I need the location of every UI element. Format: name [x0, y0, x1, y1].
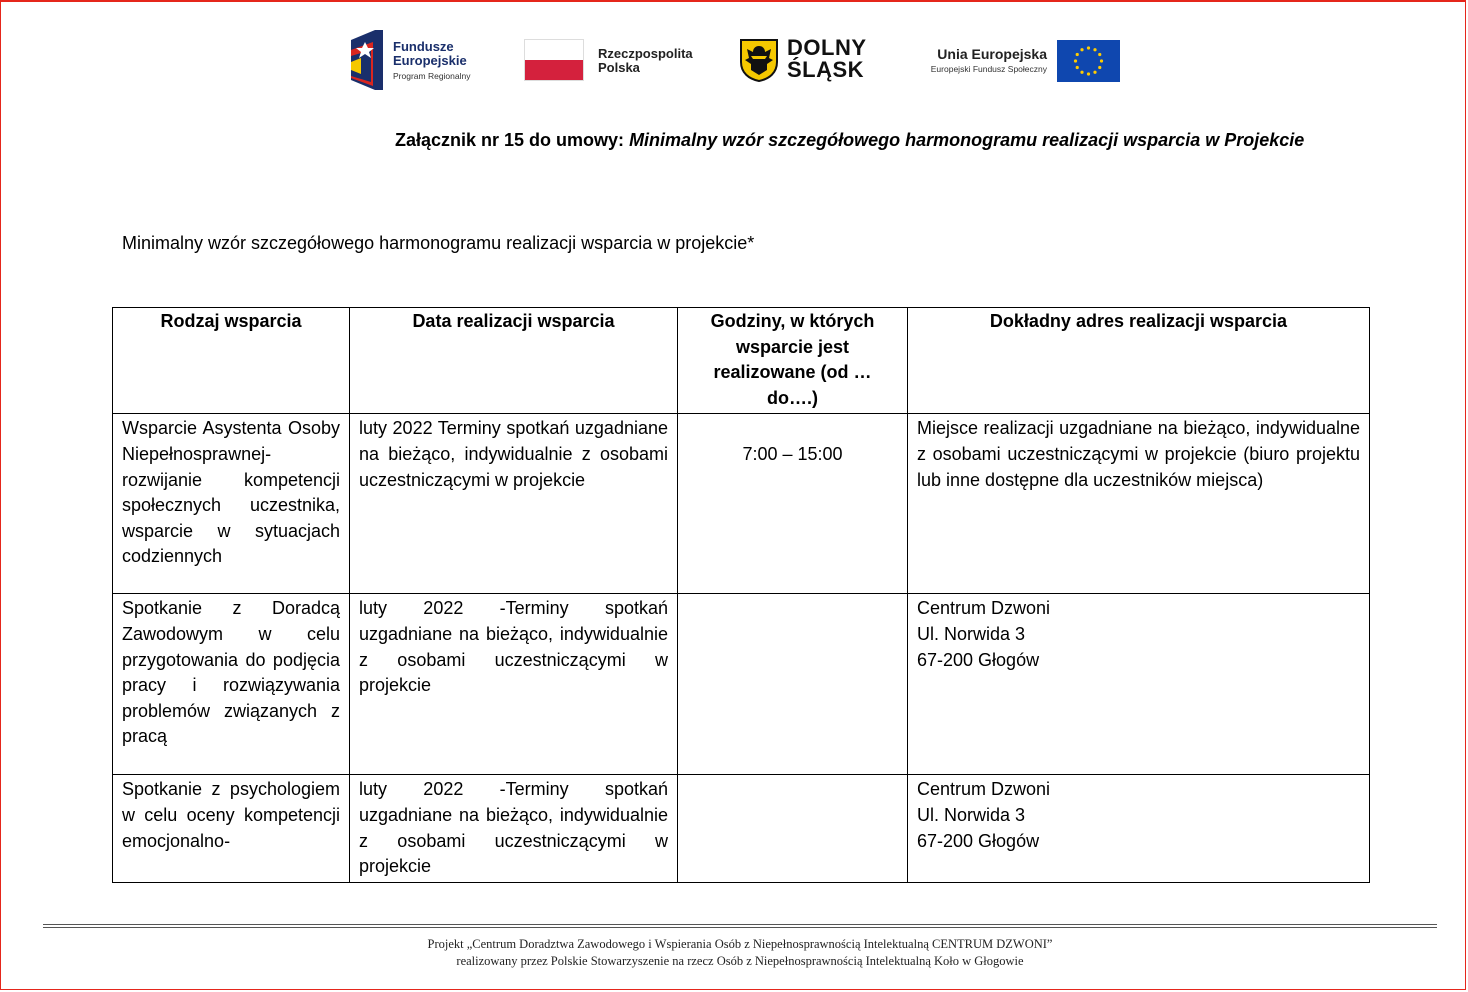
address-line: 67-200 Głogów — [917, 649, 1040, 670]
cell-address — [908, 414, 1370, 594]
table-row — [113, 594, 1370, 775]
table-row — [113, 775, 1370, 882]
eu-star-icon — [1080, 48, 1083, 51]
footer-divider — [43, 924, 1437, 928]
table-header-row — [113, 308, 1370, 414]
header-date: Data realizacji wsparcia — [350, 308, 678, 414]
cell-address — [908, 594, 1370, 775]
cell-hours — [678, 594, 908, 775]
support-schedule-table — [112, 307, 1370, 883]
cell-support-type: Spotkanie z Doradcą Zawodowym w celu przygotowania do podjęcia pracy i rozwiązywania problemów związanych z pracą — [113, 594, 350, 775]
footer-line2: realizowany przez Polskie Stowarzyszenie na rzecz Osób z Niepełnosprawnością Intelektualną Koło w Głogowie — [456, 954, 1024, 968]
fundusze-europejskie-logo — [349, 28, 489, 92]
cell-support-type: Spotkanie z psychologiem w celu oceny kompetencji emocjonalno- — [113, 775, 350, 882]
address-line: Ul. Norwida 3 — [917, 623, 1026, 644]
eu-star-icon — [1098, 66, 1101, 69]
cell-hours: 7:00 – 15:00 — [678, 414, 908, 594]
cell-support-type: Wsparcie Asystenta Osoby Niepełnosprawnej- rozwijanie kompetencji społecznych uczestnika, wsparcie w sytuacjach codziennych — [113, 414, 350, 594]
table-row — [113, 414, 1370, 594]
ds-logo-line1: DOLNY — [787, 35, 867, 60]
annex-heading — [395, 130, 1304, 151]
page-footer — [43, 936, 1437, 970]
fe-logo-line2: Europejskie — [393, 53, 467, 68]
header-support-type: Rodzaj wsparcia — [113, 308, 350, 414]
cell-date: luty 2022 -Terminy spotkań uzgadniane na bieżąco, indywidualnie z osobami uczestniczącymi w projekcie — [350, 775, 678, 882]
eu-star-icon — [1080, 71, 1083, 74]
eu-star-icon — [1076, 53, 1079, 56]
logo-strip — [349, 28, 1124, 92]
pl-logo-line1: Rzeczpospolita — [598, 46, 693, 61]
cell-date: luty 2022 Terminy spotkań uzgadniane na bieżąco, indywidualnie z osobami uczestniczącymi w projekcie — [350, 414, 678, 594]
rzeczpospolita-polska-logo — [524, 28, 704, 92]
document-subtitle: Minimalny wzór szczegółowego harmonogramu realizacji wsparcia w projekcie* — [122, 233, 755, 253]
eu-star-icon — [1076, 66, 1079, 69]
fundusze-europejskie-emblem-icon — [351, 30, 387, 90]
ds-logo-line2: ŚLĄSK — [787, 57, 865, 82]
cell-date: luty 2022 -Terminy spotkań uzgadniane na bieżąco, indywidualnie z osobami uczestniczącymi w projekcie — [350, 594, 678, 775]
unia-europejska-logo — [911, 28, 1126, 92]
eu-star-icon — [1087, 46, 1090, 49]
header-address: Dokładny adres realizacji wsparcia — [908, 308, 1370, 414]
page-top-border — [1, 0, 1465, 2]
ue-logo-line2: Europejski Fundusz Społeczny — [930, 64, 1047, 74]
eu-star-icon — [1093, 48, 1096, 51]
header-hours: Godziny, w których wsparcie jest realizowane (od … do….) — [678, 308, 908, 414]
eu-star-icon — [1074, 59, 1077, 62]
address-line: Centrum Dzwoni — [917, 779, 1051, 800]
dolny-slask-eagle-crest-icon — [739, 38, 779, 82]
eu-star-icon — [1087, 72, 1090, 75]
eu-flag-icon — [1057, 40, 1120, 82]
address-line: Centrum Dzwoni — [917, 598, 1051, 619]
address-line: 67-200 Głogów — [917, 830, 1040, 851]
cell-address — [908, 775, 1370, 882]
ue-logo-line1: Unia Europejska — [937, 46, 1047, 62]
cell-hours — [678, 775, 908, 882]
polish-flag-icon — [524, 39, 584, 81]
annex-title: Minimalny wzór szczegółowego harmonogramu realizacji wsparcia w Projekcie — [629, 130, 1305, 150]
footer-line1: Projekt „Centrum Doradztwa Zawodowego i Wspierania Osób z Niepełnosprawnością Intelektualną CENTRUM DZWONI” — [427, 937, 1053, 951]
pl-logo-line2: Polska — [598, 60, 640, 75]
address-line: Miejsce realizacji uzgadniane na bieżąco, indywidualne z osobami uczestniczącymi w projekcie (biuro projektu lub inne dostępne dla uczestników miejsca) — [917, 418, 1360, 490]
address-line: Ul. Norwida 3 — [917, 804, 1026, 825]
fe-logo-line1: Fundusze — [393, 39, 454, 54]
annex-prefix: Załącznik nr 15 do umowy: — [395, 130, 630, 150]
fe-logo-line3: Program Regionalny — [393, 71, 471, 81]
eu-star-icon — [1093, 71, 1096, 74]
eu-star-icon — [1100, 59, 1103, 62]
dolny-slask-logo — [739, 28, 889, 92]
eu-star-icon — [1098, 53, 1101, 56]
